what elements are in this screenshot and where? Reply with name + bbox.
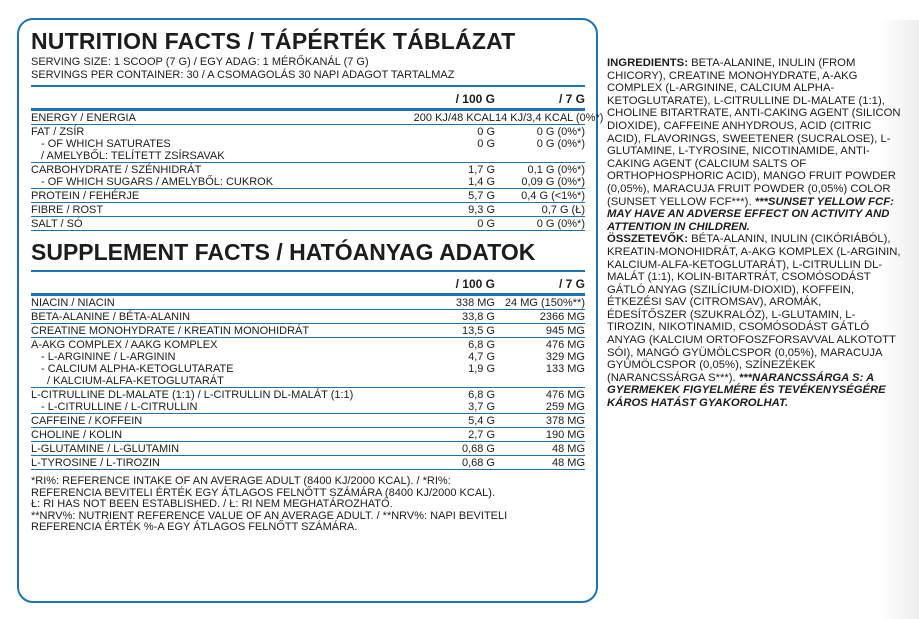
supplement-row-value-100g: 0,68 G xyxy=(461,443,495,455)
ingredients-hu-heading: ÖSSZETEVŐK: xyxy=(607,233,688,246)
supplement-row-group xyxy=(31,296,585,310)
supplement-row-value-7g: 133 MG xyxy=(545,363,585,375)
supplement-row-group xyxy=(31,456,585,470)
nutrition-table-body xyxy=(31,111,604,231)
supplement-row-label: A-AKG COMPLEX / AAKG KOMPLEX xyxy=(31,339,218,351)
nutrition-row-group xyxy=(31,111,604,125)
supplement-row xyxy=(31,363,585,375)
ingredients-en-text: BETA-ALANINE, INULIN (FROM CHICORY), CREATINE MONOHYDRATE, A-AKG COMPLEX (L-ARGININE, CALCIUM ALPHA-KETOGLUTARATE), L-CITRULLINE DL-MALATE (1:1), CHOLINE BITARTRATE, ANTI-CAKING AGENT (SILICON DIOXIDE), CAFFEINE ANHYDROUS, ACID (CITRIC ACID), FLAVORINGS, SWEETENER (SUCRALOSE), L-GLUTAMINE, L-TYROSINE, NICOTINAMIDE, ANTI-CAKING AGENT (CALCIUM SALTS OF ORTHOPHOSPHORIC ACID), MANGO FRUIT POWDER (0,05%), MARACUJA FRUIT POWDER (0,05%) COLOR (SUNSET YELLOW FCF***). xyxy=(607,57,901,208)
supplement-header-blank xyxy=(31,278,405,290)
nutrition-row-group xyxy=(31,203,585,217)
supplement-row-value-7g: 48 MG xyxy=(551,443,585,455)
nutrition-col-7g: / 7 G xyxy=(558,92,585,106)
ingredients-hu xyxy=(607,233,903,409)
facts-panel-content xyxy=(31,28,604,534)
nutrition-row-label: PROTEIN / FEHÉRJE xyxy=(31,190,140,202)
supplement-row-value-100g: 2,7 G xyxy=(468,429,495,441)
supplement-row-group xyxy=(31,310,585,324)
footnote-line: REFERENCIA ÉRTÉK %-A EGY ÁTLAGOS FELNŐTT SZÁMÁRA. xyxy=(31,521,358,533)
supplement-row-value-100g: 6,8 G xyxy=(468,389,495,401)
nutrition-row-group xyxy=(31,217,585,231)
supplement-row-label: - CALCIUM ALPHA-KETOGLUTARATE xyxy=(41,363,234,375)
supplement-row-value-7g xyxy=(495,375,585,387)
supplement-row-label: CAFFEINE / KOFFEIN xyxy=(31,415,143,427)
nutrition-table-header xyxy=(31,85,585,111)
nutrition-row xyxy=(31,190,585,202)
supplement-row xyxy=(31,457,585,469)
nutrition-row-value-7g: 0,1 G (0%*) xyxy=(527,164,585,176)
ingredients-hu-text: BÉTA-ALANIN, INULIN (CIKÓRIÁBÓL), KREATIN-MONOHIDRÁT, A-AKG KOMPLEX (L-ARGININ, KALCIUM-ALFA-KETOGLUTARÁT), L-CITRULLIN DL-MALÁT (1:1), KOLIN-BITARTRÁT, CSOMÓSODÁST GÁTLÓ ANYAG (SZILÍCIUM-DIOXID), KOFFEIN, ÉTKEZÉSI SAV (CITROMSAV), AROMÁK, ÉDESÍTŐSZER (SZUKRALÓZ), L-GLUTAMIN, L-TIROZIN, NIKOTINAMID, CSOMÓSODÁST GÁTLÓ ANYAG (KALCIUM ORTOFOSZFORSAVVAL ALKOTOTT SÓI), MANGÓ GYÜMÖLCSPOR (0,05%), MARACUJA GYÜMÖLCSPOR (0,05%), SZÍNEZÉKEK (NARANCSSÁRGA S***). xyxy=(607,233,901,384)
supplement-row-label: / KALCIUM-ALFA-KETOGLUTARÁT xyxy=(47,375,224,387)
nutrition-row xyxy=(31,164,585,176)
supplement-row-value-100g: 338 MG xyxy=(455,297,495,309)
nutrition-row-label: ENERGY / ENERGIA xyxy=(31,112,136,124)
footnotes xyxy=(31,476,585,534)
nutrition-row-group xyxy=(31,125,585,163)
supplement-row-value-100g: 3,7 G xyxy=(468,401,495,413)
nutrition-row-label: - OF WHICH SUGARS / AMELYBŐL: CUKROK xyxy=(41,176,274,188)
nutrition-row-group xyxy=(31,189,585,203)
supplement-row-value-100g: 1,9 G xyxy=(468,363,495,375)
footnote-line: **NRV%: NUTRIENT REFERENCE VALUE OF AN AVERAGE ADULT. / **NRV%: NAPI BEVITELI xyxy=(31,509,508,522)
nutrition-row-value-100g: 0 G xyxy=(477,218,495,230)
supplement-row-group xyxy=(31,324,585,338)
nutrition-row xyxy=(31,150,585,162)
supplement-row-value-100g: 4,7 G xyxy=(468,351,495,363)
nutrition-row-value-100g: 5,7 G xyxy=(468,190,495,202)
supplement-row xyxy=(31,401,585,413)
supplement-row xyxy=(31,351,585,363)
nutrition-row xyxy=(31,112,604,124)
supplement-row-label: CREATINE MONOHYDRATE / KREATIN MONOHIDRÁT xyxy=(31,325,310,337)
supplement-row-group xyxy=(31,414,585,428)
supplement-row-value-7g: 378 MG xyxy=(545,415,585,427)
supplement-col-7g: / 7 G xyxy=(558,277,585,291)
supplement-facts-title: SUPPLEMENT FACTS / HATÓANYAG ADATOK xyxy=(31,239,536,265)
nutrition-row-value-100g xyxy=(405,150,495,162)
supplement-row-label: L-GLUTAMINE / L-GLUTAMIN xyxy=(31,443,180,455)
supplement-row xyxy=(31,415,585,427)
supplement-row-value-7g: 190 MG xyxy=(545,429,585,441)
nutrition-row-label: SALT / SÓ xyxy=(31,218,83,230)
supplement-row xyxy=(31,375,585,387)
supplement-table-header xyxy=(31,270,585,296)
supplement-row-label: NIACIN / NIACIN xyxy=(31,297,115,309)
nutrition-row-value-7g: 0,09 G (0%*) xyxy=(521,176,585,188)
supplement-row-group xyxy=(31,428,585,442)
supplement-row-value-7g: 329 MG xyxy=(545,351,585,363)
supplement-row-value-100g: 0,68 G xyxy=(461,457,495,469)
nutrition-row-value-100g: 0 G xyxy=(477,126,495,138)
supplement-row-value-100g: 6,8 G xyxy=(468,339,495,351)
supplement-row-value-7g: 2366 MG xyxy=(539,311,585,323)
nutrition-row-value-100g: 200 KJ/48 KCAL xyxy=(413,112,495,124)
supplement-row-value-7g: 48 MG xyxy=(551,457,585,469)
nutrition-row-label: FAT / ZSÍR xyxy=(31,126,85,138)
nutrition-row-group xyxy=(31,163,585,189)
supplement-row-value-7g: 945 MG xyxy=(545,325,585,337)
footnote-line: REFERENCIA BEVITELI ÉRTÉK EGY ÁTLAGOS FELNŐTT SZÁMÁRA (8400 KJ/2000 KCAL). xyxy=(31,486,495,499)
nutrition-row-value-7g: 14 KJ/3,4 KCAL (0%*) xyxy=(495,112,604,124)
supplement-row-value-7g: 476 MG xyxy=(545,389,585,401)
nutrition-facts-title: NUTRITION FACTS / TÁPÉRTÉK TÁBLÁZAT xyxy=(31,28,516,54)
supplement-row xyxy=(31,311,585,323)
supplement-row-value-100g: 5,4 G xyxy=(468,415,495,427)
nutrition-header-blank xyxy=(31,93,405,105)
supplement-row xyxy=(31,339,585,351)
supplement-row-label: - L-CITRULLINE / L-CITRULLIN xyxy=(41,401,198,413)
ingredients-en xyxy=(607,57,903,233)
supplement-row-group xyxy=(31,338,585,388)
supplement-row-label: L-TYROSINE / L-TIROZIN xyxy=(31,457,160,469)
supplement-table-body xyxy=(31,296,585,470)
footnote-line: *RI%: REFERENCE INTAKE OF AN AVERAGE ADULT (8400 KJ/2000 KCAL). / *RI%: xyxy=(31,475,451,487)
supplement-row xyxy=(31,297,585,309)
nutrition-row xyxy=(31,126,585,138)
nutrition-row xyxy=(31,138,585,150)
nutrition-row-value-7g: 0 G (0%*) xyxy=(536,218,585,230)
supplement-row-value-7g: 24 MG (150%**) xyxy=(504,297,585,309)
servings-per-container: SERVINGS PER CONTAINER: 30 / A CSOMAGOLÁS 30 NAPI ADAGOT TARTALMAZ xyxy=(31,69,455,81)
supplement-row xyxy=(31,443,585,455)
nutrition-row-value-7g: 0,4 G (<1%*) xyxy=(521,190,585,202)
supplement-row-group xyxy=(31,388,585,414)
nutrition-row-value-7g: 0 G (0%*) xyxy=(536,126,585,138)
facts-panel xyxy=(17,18,604,603)
nutrition-row-value-7g: 0,7 G (Ł) xyxy=(541,204,585,216)
supplement-row-value-100g xyxy=(405,375,495,387)
nutrition-row-label: FIBRE / ROST xyxy=(31,204,104,216)
supplement-row-value-7g: 259 MG xyxy=(545,401,585,413)
nutrition-row-value-100g: 0 G xyxy=(477,138,495,150)
ingredients-hu-warning: ***NARANCSSÁRGA S: A GYERMEKEK FIGYELMÉRE ÉS TEVÉKENYSÉGÉRE KÁROS HATÁST GYAKOROLHAT. xyxy=(607,371,886,410)
supplement-row xyxy=(31,429,585,441)
supplement-row-value-7g: 476 MG xyxy=(545,339,585,351)
nutrition-row xyxy=(31,176,585,188)
ingredients-en-warning: ***SUNSET YELLOW FCF: MAY HAVE AN ADVERSE EFFECT ON ACTIVITY AND ATTENTION IN CHILDREN. xyxy=(607,195,894,233)
supplement-row-label: BETA-ALANINE / BÉTA-ALANIN xyxy=(31,311,191,323)
supplement-row-value-100g: 33,8 G xyxy=(461,311,495,323)
ingredients-en-heading: INGREDIENTS: xyxy=(607,57,688,69)
footnote-line: Ł: RI HAS NOT BEEN ESTABLISHED. / Ł: RI NEM MEGHATÁROZHATÓ. xyxy=(31,498,393,510)
nutrition-row-label: - OF WHICH SATURATES xyxy=(41,138,171,150)
nutrition-row-value-7g xyxy=(495,150,585,162)
serving-size: SERVING SIZE: 1 SCOOP (7 G) / EGY ADAG: 1 MÉRŐKANÁL (7 G) xyxy=(31,56,369,68)
nutrition-col-100g: / 100 G xyxy=(455,92,495,106)
nutrition-row-value-100g: 1,7 G xyxy=(468,164,495,176)
nutrition-row-label: / AMELYBŐL: TELÍTETT ZSÍRSAVAK xyxy=(41,150,225,162)
supplement-row xyxy=(31,389,585,401)
nutrition-row-label: CARBOHYDRATE / SZÉNHIDRÁT xyxy=(31,164,202,176)
nutrition-row xyxy=(31,204,585,216)
supplement-row-label: CHOLINE / KOLIN xyxy=(31,429,123,441)
nutrition-row xyxy=(31,218,585,230)
supplement-row-label: - L-ARGININE / L-ARGININ xyxy=(41,351,176,363)
nutrition-row-value-100g: 1,4 G xyxy=(468,176,495,188)
ingredients-block xyxy=(607,57,903,410)
supplement-row-group xyxy=(31,442,585,456)
nutrition-row-value-100g: 9,3 G xyxy=(468,204,495,216)
supplement-col-100g: / 100 G xyxy=(455,277,495,291)
nutrition-row-value-7g: 0 G (0%*) xyxy=(536,138,585,150)
supplement-row-label: L-CITRULLINE DL-MALATE (1:1) / L-CITRULLIN DL-MALÁT (1:1) xyxy=(31,389,354,401)
supplement-row-value-100g: 13,5 G xyxy=(461,325,495,337)
supplement-row xyxy=(31,325,585,337)
